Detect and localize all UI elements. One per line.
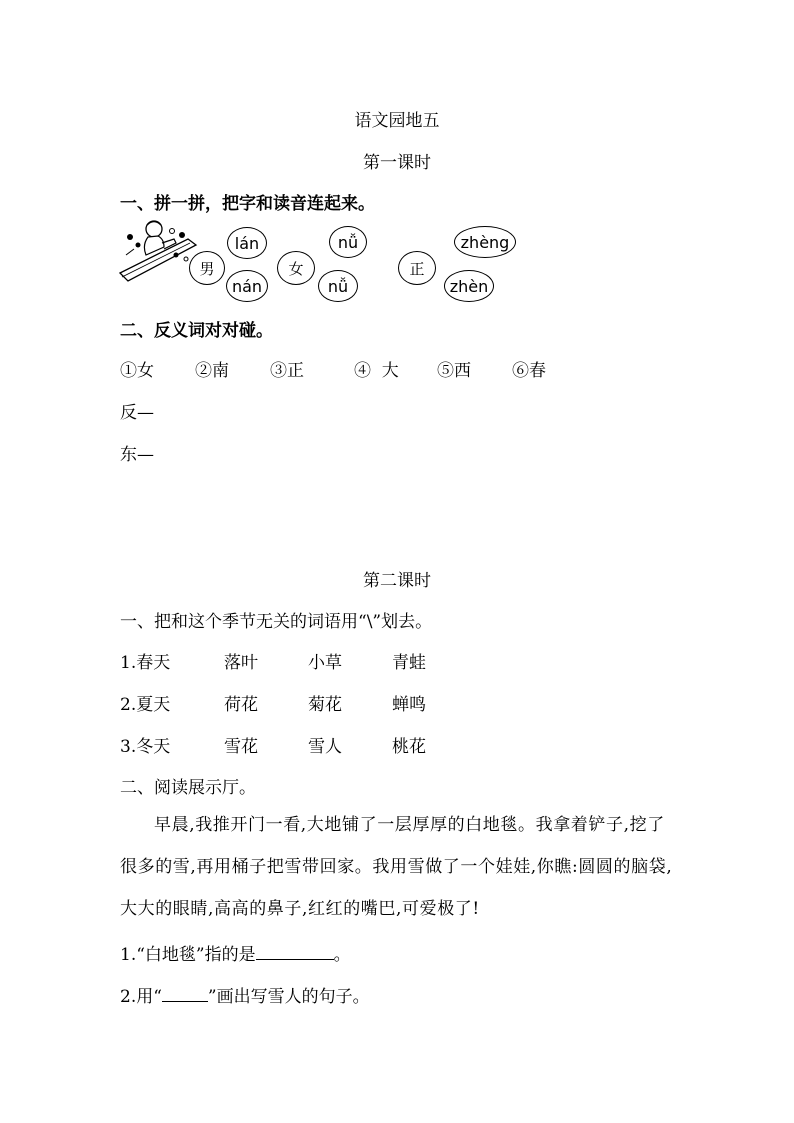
question-1 [120,940,351,965]
question-1-text: 1.“白地毯”指的是 [120,945,256,965]
pinyin-oval[interactable]: nán [226,270,268,302]
antonym-option: ③正 [270,361,304,381]
antonym-line: 反— [120,403,154,423]
lesson2-title: 第二课时 [363,571,431,591]
season-word[interactable]: 荷花 [224,695,258,715]
answer-blank[interactable] [256,945,334,960]
season-word[interactable]: 雪花 [224,737,258,757]
pinyin-oval[interactable]: lán [227,227,267,259]
question-1-end: 。 [333,945,351,965]
season-row-label: 1.春天 [120,653,171,673]
passage-text: 早晨,我推开门一看,大地铺了一层厚厚的白地毯。我拿着铲子,挖了很多的雪,再用桶子把雪带回家。我用雪做了一个娃娃,你瞧:圆圆的脑袋,大大的眼睛,高高的鼻子,红红的嘴巴,可爱极了! [120,815,673,919]
underline-sample [162,987,208,1002]
season-word[interactable]: 桃花 [392,737,426,757]
pinyin-oval[interactable]: zhèng [454,226,516,258]
pinyin-oval[interactable]: nǚ [329,226,367,258]
lesson2-q1-heading: 一、把和这个季节无关的词语用“\”划去。 [120,612,433,632]
season-row-label: 2.夏天 [120,695,171,715]
q1-heading: 一、拼一拼，把字和读音连起来。 [120,194,375,214]
question-2-text: 2.用“ [120,987,162,1007]
lesson1-title: 第一课时 [363,153,431,173]
season-word[interactable]: 雪人 [308,737,342,757]
season-word[interactable]: 蝉鸣 [392,695,426,715]
child-writing-illustration [118,215,198,287]
q2-heading: 二、反义词对对碰。 [120,321,273,341]
page-title: 语文园地五 [354,111,440,131]
character-oval[interactable]: 女 [277,251,315,285]
antonym-option: ⑥春 [512,361,546,381]
pinyin-oval[interactable]: nǚ [318,270,358,302]
season-word[interactable]: 青蛙 [392,653,426,673]
antonym-option: ②南 [195,361,229,381]
antonym-line: 东— [120,445,154,465]
question-2-end: ”画出写雪人的句子。 [207,987,370,1007]
season-word[interactable]: 菊花 [308,695,342,715]
season-word[interactable]: 落叶 [224,653,258,673]
pinyin-oval[interactable]: zhèn [444,270,494,302]
lesson2-q2-heading: 二、阅读展示厅。 [120,778,256,798]
season-word[interactable]: 小草 [308,653,342,673]
reading-passage [120,804,680,930]
character-oval[interactable]: 男 [189,251,225,285]
season-row-label: 3.冬天 [120,737,171,757]
antonym-option: ①女 [120,361,154,381]
antonym-option: ④ 大 [354,361,399,381]
antonym-option: ⑤西 [437,361,471,381]
character-oval[interactable]: 正 [398,251,436,285]
question-2 [120,982,370,1007]
